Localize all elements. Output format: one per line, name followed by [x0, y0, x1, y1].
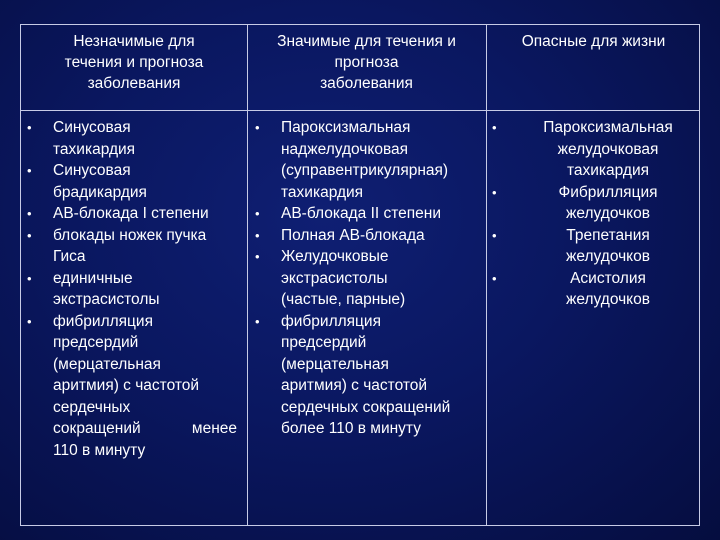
list-item — [25, 268, 237, 311]
item-text: Синусовая брадикардия — [53, 162, 147, 201]
item-text-right: менее — [191, 420, 237, 437]
item-text: фибрилляция предсердий (мерцательная аритмия) с частотой сердечных сокращений более 110 в минуту — [281, 312, 451, 437]
bullet-icon: • — [492, 270, 497, 286]
item-text: АВ-блокада I степени — [53, 205, 209, 222]
item-justified-line — [53, 418, 237, 440]
bullet-icon: • — [255, 206, 260, 221]
bullet-icon: • — [492, 120, 497, 135]
item-text: фибрилляция предсердий (мерцательная аритмия) с частотой сердечных — [53, 312, 200, 416]
bullet-icon: • — [27, 120, 32, 135]
item-text: Полная АВ-блокада — [281, 226, 425, 244]
column-insignificant — [25, 117, 237, 461]
list-item — [490, 117, 698, 182]
list-item — [25, 311, 237, 462]
list-item — [490, 225, 698, 268]
item-text: Фибрилляция желудочков — [558, 183, 658, 222]
list-item — [25, 160, 237, 203]
arrhythmia-table — [20, 24, 700, 526]
bullet-icon: • — [27, 313, 32, 329]
item-text: единичные экстрасистолы — [53, 269, 160, 308]
list-item — [253, 246, 481, 311]
bullet-icon: • — [255, 249, 260, 264]
bullet-icon: • — [255, 227, 260, 243]
list-item — [25, 203, 237, 225]
column-significant — [253, 117, 481, 440]
header-life-threatening: Опасные для жизни — [521, 33, 666, 50]
bullet-icon: • — [27, 227, 32, 243]
list-item — [25, 117, 237, 160]
bullet-icon: • — [492, 184, 497, 200]
bullet-icon: • — [27, 206, 32, 221]
item-text: Пароксизмальная наджелудочковая (суправентрикулярная) тахикардия — [281, 119, 449, 201]
item-text: блокады ножек пучка Гиса — [53, 226, 207, 265]
list-item — [490, 182, 698, 225]
list-item — [253, 203, 481, 225]
item-text-final: 110 в минуту — [53, 441, 146, 459]
list-item — [490, 268, 698, 311]
column-life-threatening — [490, 117, 698, 311]
item-text: Синусовая тахикардия — [53, 119, 136, 158]
list-item — [253, 117, 481, 203]
column-divider-1 — [247, 25, 248, 525]
bullet-icon: • — [27, 270, 32, 286]
list-item — [25, 225, 237, 268]
bullet-icon: • — [255, 313, 260, 329]
header-significant: Значимые для течения и прогноза заболевания — [277, 33, 456, 92]
header-divider — [21, 110, 699, 111]
header-insignificant: Незначимые для течения и прогноза заболевания — [64, 33, 204, 92]
item-text: Трепетания желудочков — [566, 226, 650, 265]
item-text: Асистолия желудочков — [566, 269, 650, 308]
list-item — [253, 311, 481, 440]
bullet-icon: • — [492, 227, 497, 243]
bullet-icon: • — [27, 163, 32, 178]
item-text: АВ-блокада II степени — [281, 205, 442, 222]
item-text-left: сокращений — [53, 420, 141, 437]
bullet-icon: • — [255, 120, 260, 135]
list-item — [253, 225, 481, 247]
column-divider-2 — [486, 25, 487, 525]
item-text: Желудочковые экстрасистолы (частые, парные) — [281, 248, 406, 308]
item-text: Пароксизмальная желудочковая тахикардия — [543, 119, 673, 179]
